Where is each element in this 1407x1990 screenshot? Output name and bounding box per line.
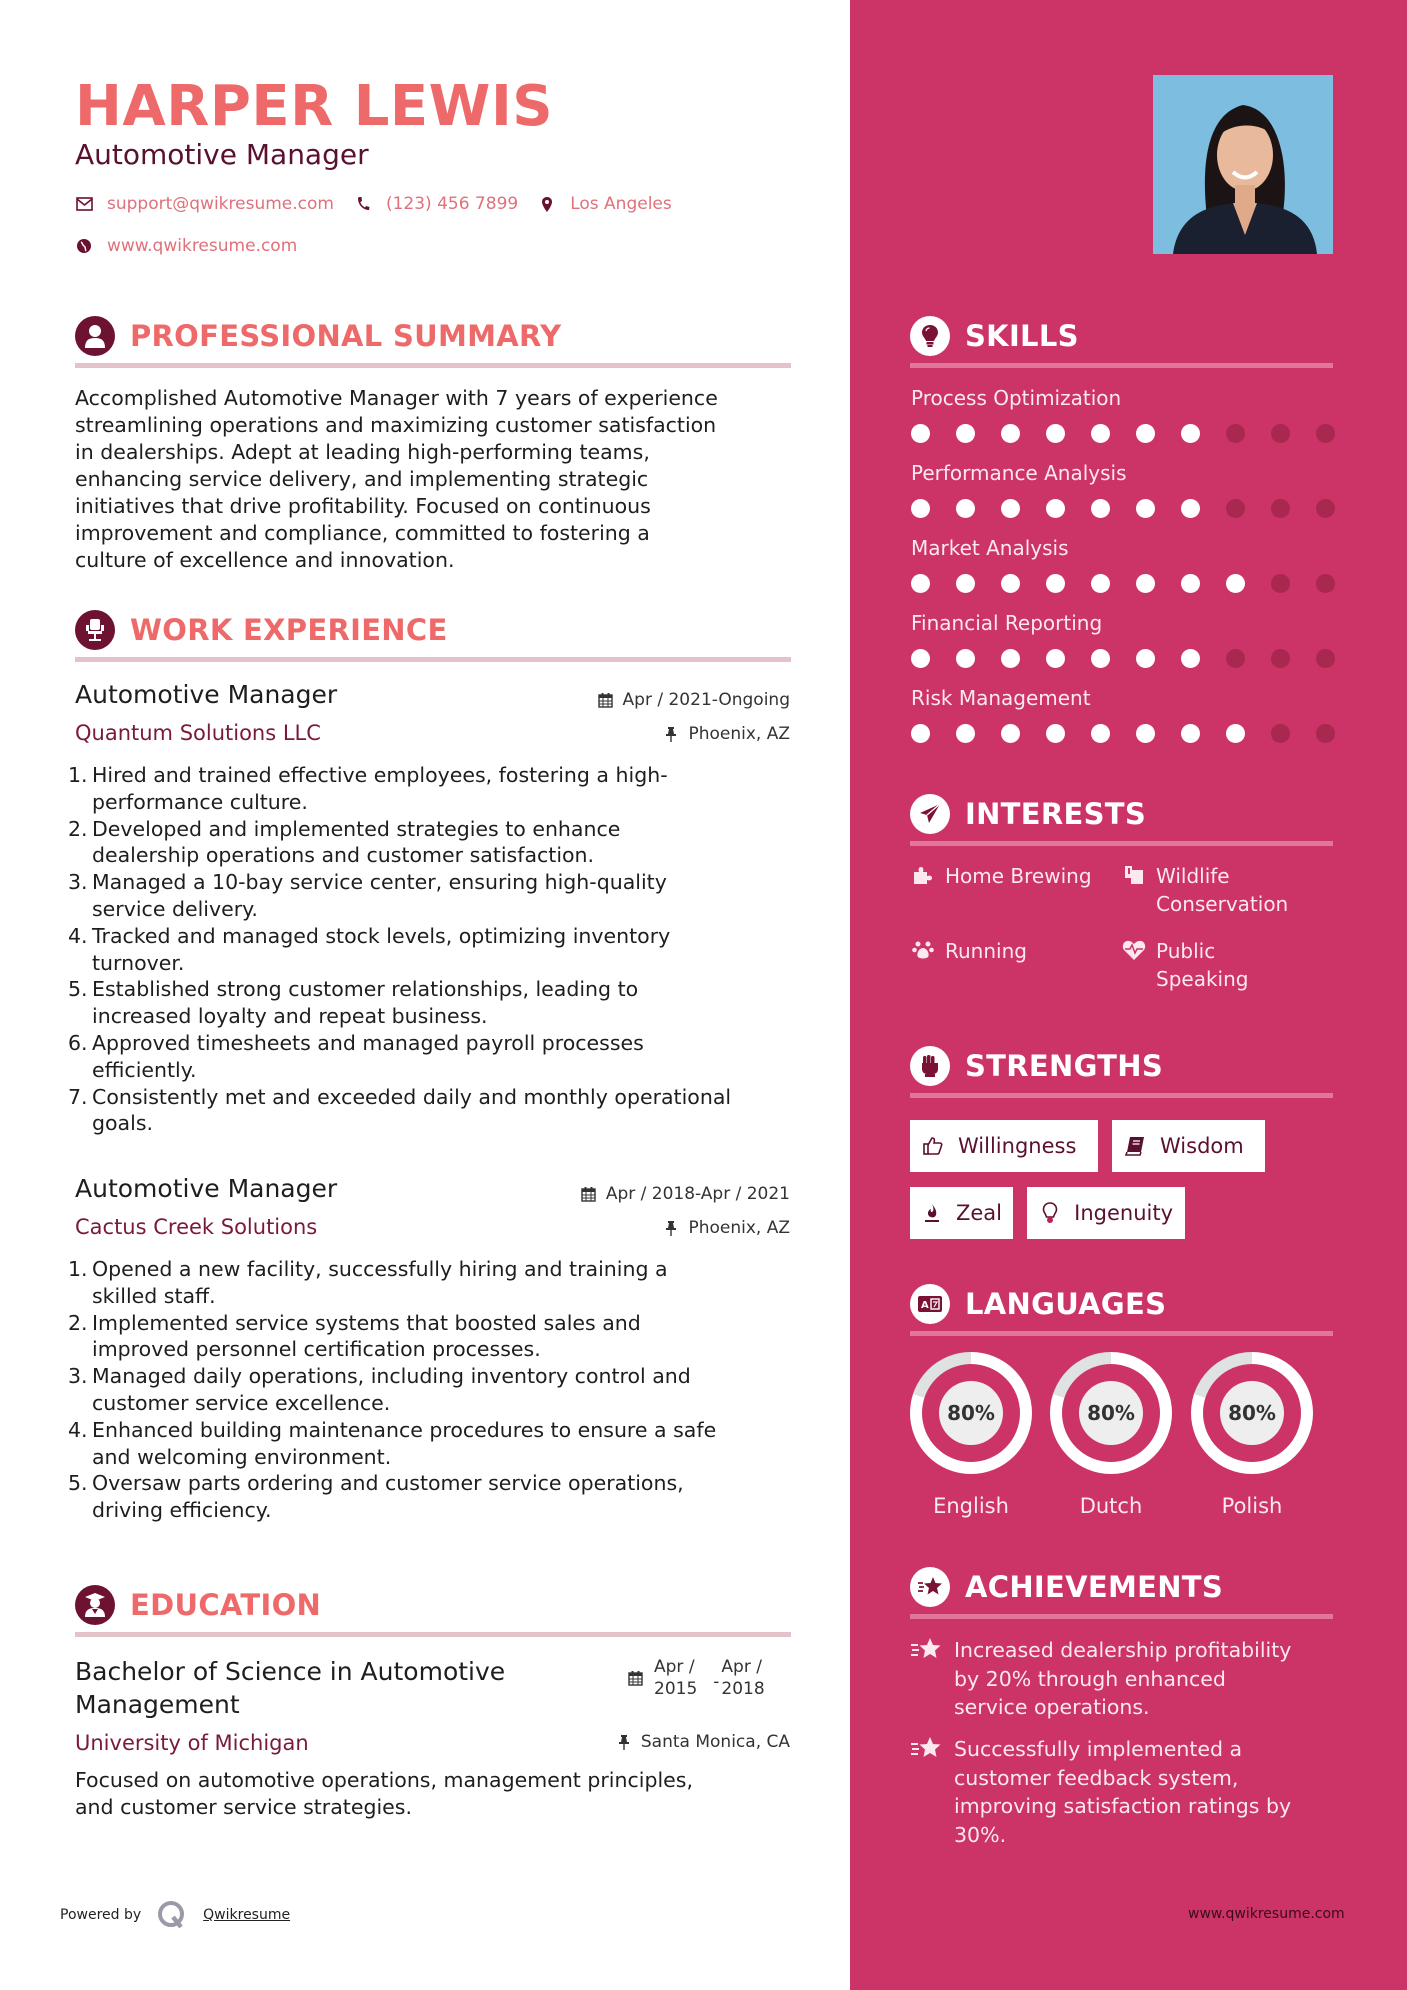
email-text: support@qwikresume.com (107, 194, 334, 214)
rating-dot-filled (1046, 649, 1065, 668)
job-title: Automotive Manager (75, 1174, 338, 1203)
rating-dot-filled (1091, 424, 1110, 443)
contact-location (538, 194, 672, 214)
svg-text:A: A (921, 1300, 929, 1311)
summary-heading (75, 316, 561, 356)
rating-dot-filled (956, 724, 975, 743)
rating-dot-filled (1046, 499, 1065, 518)
achievement-item: Increased dealership profitability by 20% through enhanced service operations. (910, 1636, 1350, 1722)
rating-dot-filled (1181, 499, 1200, 518)
bullet-item: 2. Developed and implemented strategies to enhance dealership operations and customer satisfaction. (68, 816, 621, 868)
skills-heading-text: SKILLS (965, 319, 1079, 353)
heartbeat-icon (1122, 939, 1146, 963)
achievements-heading (910, 1567, 1223, 1607)
rating-dot-filled (1226, 574, 1245, 593)
skill-name: Risk Management (911, 686, 1091, 710)
education-desc-line: and customer service strategies. (75, 1795, 412, 1819)
rating-dot-empty (1316, 424, 1335, 443)
skill-name: Performance Analysis (911, 461, 1127, 485)
summary-divider (75, 363, 791, 368)
translate-icon (910, 1284, 950, 1324)
language-percent: 80% (1079, 1381, 1143, 1445)
language-percent: 80% (939, 1381, 1003, 1445)
job-title: Automotive Manager (75, 680, 338, 709)
pushpin-icon (662, 1219, 680, 1237)
envelope-icon (75, 195, 93, 213)
contact-phone[interactable] (354, 194, 518, 214)
summary-line: Accomplished Automotive Manager with 7 years of experience (75, 386, 718, 410)
achievements-heading-text: ACHIEVEMENTS (965, 1570, 1224, 1604)
rating-dot-filled (1181, 649, 1200, 668)
languages-divider (910, 1331, 1333, 1336)
language-name: English (933, 1494, 1009, 1518)
contact-row (75, 194, 692, 214)
language-item (1050, 1352, 1172, 1518)
strength-label: Willingness (958, 1134, 1077, 1158)
candidate-title: Automotive Manager (75, 138, 369, 171)
strength-label: Wisdom (1160, 1134, 1244, 1158)
strength-label: Zeal (956, 1201, 1003, 1225)
rating-dot-filled (1181, 424, 1200, 443)
rating-dot-empty (1226, 424, 1245, 443)
rating-dot-empty (1316, 574, 1335, 593)
rating-dot-filled (1091, 499, 1110, 518)
summary-line: streamlining operations and maximizing customer satisfaction (75, 413, 717, 437)
star-icon (910, 1735, 942, 1763)
interests-heading (910, 794, 1146, 834)
edu-end: Apr / 2018 (721, 1657, 765, 1699)
languages-heading (910, 1284, 1166, 1324)
summary-line: initiatives that drive profitability. Focused on continuous (75, 494, 651, 518)
interest-item: Public Speaking (1122, 937, 1248, 993)
rating-dot-filled (1001, 649, 1020, 668)
skill-rating (911, 499, 1361, 518)
achievements-divider (910, 1614, 1333, 1619)
lightbulb-icon (1039, 1202, 1060, 1224)
powered-by-text: Powered by (60, 1907, 142, 1923)
rating-dot-filled (911, 724, 930, 743)
language-item (1191, 1352, 1313, 1518)
map-pin-icon (538, 195, 556, 213)
job-location (662, 1218, 790, 1238)
skill-name: Process Optimization (911, 386, 1122, 410)
rating-dot-filled (1091, 724, 1110, 743)
star-icon (910, 1567, 950, 1607)
bullet-item: 4. Enhanced building maintenance procedures to ensure a safe and welcoming environment. (68, 1417, 717, 1469)
education-divider (75, 1632, 791, 1637)
rating-dot-filled (956, 424, 975, 443)
school-name: University of Michigan (75, 1731, 309, 1755)
rating-dot-empty (1271, 499, 1290, 518)
experience-divider (75, 657, 791, 662)
rating-dot-filled (1001, 424, 1020, 443)
interests-heading-text: INTERESTS (965, 797, 1147, 831)
rating-dot-empty (1226, 499, 1245, 518)
bullet-item: 2. Implemented service systems that boosted sales and improved personnel certification processes. (68, 1310, 641, 1362)
job-location-text: Phoenix, AZ (688, 724, 790, 744)
rating-dot-filled (1001, 499, 1020, 518)
strengths-divider (910, 1093, 1333, 1098)
rating-dot-filled (1001, 724, 1020, 743)
book-icon (1124, 1135, 1146, 1157)
rating-dot-filled (1136, 649, 1155, 668)
skill-name: Market Analysis (911, 536, 1069, 560)
strength-tag (1027, 1187, 1185, 1239)
languages-heading-text: LANGUAGES (965, 1287, 1167, 1321)
rating-dot-filled (1181, 724, 1200, 743)
bullet-item: 4. Tracked and managed stock levels, optimizing inventory turnover. (68, 923, 671, 975)
rating-dot-filled (1001, 574, 1020, 593)
summary-line: improvement and compliance, committed to fostering a (75, 521, 650, 545)
degree-title (75, 1655, 505, 1721)
rating-dot-filled (911, 499, 930, 518)
edu-separator: - (713, 1672, 720, 1692)
bullet-item: 5. Oversaw parts ordering and customer service operations, driving efficiency. (68, 1471, 684, 1523)
contact-website[interactable] (75, 236, 297, 256)
rating-dot-empty (1271, 424, 1290, 443)
interest-item: Wildlife Conservation (1122, 862, 1288, 918)
website-row (75, 236, 317, 256)
rating-dot-filled (1091, 574, 1110, 593)
skills-heading (910, 316, 1079, 356)
strengths-heading-text: STRENGTHS (965, 1049, 1164, 1083)
language-name: Polish (1221, 1494, 1283, 1518)
bullet-item: 5. Established strong customer relationships, leading to increased loyalty and repeat business. (68, 977, 639, 1029)
summary-heading-text: PROFESSIONAL SUMMARY (130, 319, 562, 353)
map-icon (1122, 864, 1146, 888)
strengths-heading (910, 1046, 1163, 1086)
education-location-text: Santa Monica, CA (640, 1732, 790, 1752)
job-dates (580, 1184, 790, 1204)
skill-name: Financial Reporting (911, 611, 1103, 635)
powered-by (60, 1900, 290, 1930)
interests-divider (910, 841, 1333, 846)
calendar-icon (597, 691, 615, 709)
rating-dot-filled (911, 574, 930, 593)
pushpin-icon (615, 1733, 633, 1751)
rating-dot-filled (1046, 724, 1065, 743)
rating-dot-filled (1046, 574, 1065, 593)
skills-divider (910, 363, 1333, 368)
rating-dot-empty (1271, 574, 1290, 593)
bullet-item: 1. Opened a new facility, successfully hiring and training a skilled staff. (68, 1257, 668, 1308)
summary-text (75, 385, 795, 574)
puzzle-icon (911, 864, 935, 888)
phone-icon (354, 195, 372, 213)
rating-dot-filled (1136, 499, 1155, 518)
language-progress-ring (910, 1352, 1032, 1474)
website-text: www.qwikresume.com (107, 236, 298, 256)
job-bullets (68, 1256, 798, 1524)
calendar-icon (580, 1185, 598, 1203)
education-dates (628, 1656, 765, 1700)
company-name: Quantum Solutions LLC (75, 721, 321, 745)
globe-icon (75, 237, 93, 255)
interest-item: Home Brewing (911, 862, 1092, 890)
strength-tag (910, 1120, 1098, 1172)
degree-line: Bachelor of Science in Automotive (75, 1657, 506, 1686)
paper-plane-icon (910, 794, 950, 834)
user-icon (75, 316, 115, 356)
bullet-item: 1. Hired and trained effective employees, fostering a high- performance culture. (68, 763, 668, 814)
achievement-item: Successfully implemented a customer feedback system, improving satisfaction ratings by 30%. (910, 1735, 1350, 1849)
graduate-icon (75, 1585, 115, 1625)
thumbs-up-icon (922, 1135, 944, 1157)
job-dates (597, 690, 790, 710)
calendar-icon (628, 1670, 646, 1686)
rating-dot-empty (1316, 724, 1335, 743)
education-heading-text: EDUCATION (130, 1588, 322, 1622)
rating-dot-empty (1226, 649, 1245, 668)
bullet-item: 3. Managed daily operations, including inventory control and customer service excellence. (68, 1364, 691, 1415)
rating-dot-filled (1181, 574, 1200, 593)
education-heading (75, 1585, 321, 1625)
rating-dot-filled (1136, 724, 1155, 743)
paw-icon (911, 939, 935, 963)
language-item (910, 1352, 1032, 1518)
location-text: Los Angeles (570, 194, 672, 214)
skill-rating (911, 724, 1361, 743)
edu-start: Apr / 2015 (654, 1657, 698, 1699)
skill-rating (911, 574, 1361, 593)
language-progress-ring (1191, 1352, 1313, 1474)
sidebar (850, 0, 1407, 1990)
profile-photo (1153, 75, 1333, 254)
degree-line: Management (75, 1690, 240, 1719)
candidate-name: HARPER LEWIS (75, 74, 554, 139)
strength-tag (1112, 1120, 1265, 1172)
skill-rating (911, 424, 1361, 443)
language-name: Dutch (1079, 1494, 1143, 1518)
rating-dot-filled (1226, 724, 1245, 743)
experience-heading-text: WORK EXPERIENCE (130, 613, 448, 647)
fist-icon (910, 1046, 950, 1086)
rating-dot-filled (911, 424, 930, 443)
rating-dot-filled (1136, 424, 1155, 443)
qwikresume-link[interactable]: Qwikresume (203, 1907, 291, 1923)
interest-item: Running (911, 937, 1027, 965)
rating-dot-empty (1271, 724, 1290, 743)
footer-website[interactable]: www.qwikresume.com (1188, 1906, 1345, 1922)
rating-dot-filled (956, 574, 975, 593)
job-location (662, 724, 790, 744)
rating-dot-filled (911, 649, 930, 668)
rating-dot-filled (1136, 574, 1155, 593)
qwikresume-logo-icon (157, 1900, 187, 1930)
education-description (75, 1767, 795, 1821)
skill-rating (911, 649, 1361, 668)
summary-line: in dealerships. Adept at leading high-performing teams, (75, 440, 650, 464)
office-chair-icon (75, 610, 115, 650)
company-name: Cactus Creek Solutions (75, 1215, 318, 1239)
language-percent: 80% (1220, 1381, 1284, 1445)
strength-tag (910, 1187, 1013, 1239)
rating-dot-empty (1316, 649, 1335, 668)
education-location (615, 1732, 790, 1752)
rating-dot-filled (956, 649, 975, 668)
flame-icon (922, 1202, 942, 1224)
rating-dot-filled (1091, 649, 1110, 668)
pushpin-icon (662, 725, 680, 743)
job-dates-text: Apr / 2018-Apr / 2021 (605, 1184, 790, 1204)
job-location-text: Phoenix, AZ (688, 1218, 790, 1238)
language-progress-ring (1050, 1352, 1172, 1474)
education-desc-line: Focused on automotive operations, management principles, (75, 1768, 693, 1792)
job-dates-text: Apr / 2021-Ongoing (622, 690, 790, 710)
contact-email[interactable] (75, 194, 334, 214)
bullet-item: 3. Managed a 10-bay service center, ensuring high-quality service delivery. (68, 870, 667, 921)
bullet-item: 7. Consistently met and exceeded daily and monthly operational goals. (68, 1084, 732, 1136)
rating-dot-empty (1316, 499, 1335, 518)
phone-text: (123) 456 7899 (385, 194, 519, 214)
experience-heading (75, 610, 448, 650)
rating-dot-filled (1046, 424, 1065, 443)
summary-line: culture of excellence and innovation. (75, 548, 455, 572)
star-icon (910, 1636, 942, 1664)
summary-line: enhancing service delivery, and implementing strategic (75, 467, 649, 491)
rating-dot-filled (956, 499, 975, 518)
lightbulb-icon (910, 316, 950, 356)
job-bullets (68, 762, 798, 1137)
bullet-item: 6. Approved timesheets and managed payroll processes efficiently. (68, 1030, 644, 1082)
strength-label: Ingenuity (1074, 1201, 1173, 1225)
rating-dot-empty (1271, 649, 1290, 668)
